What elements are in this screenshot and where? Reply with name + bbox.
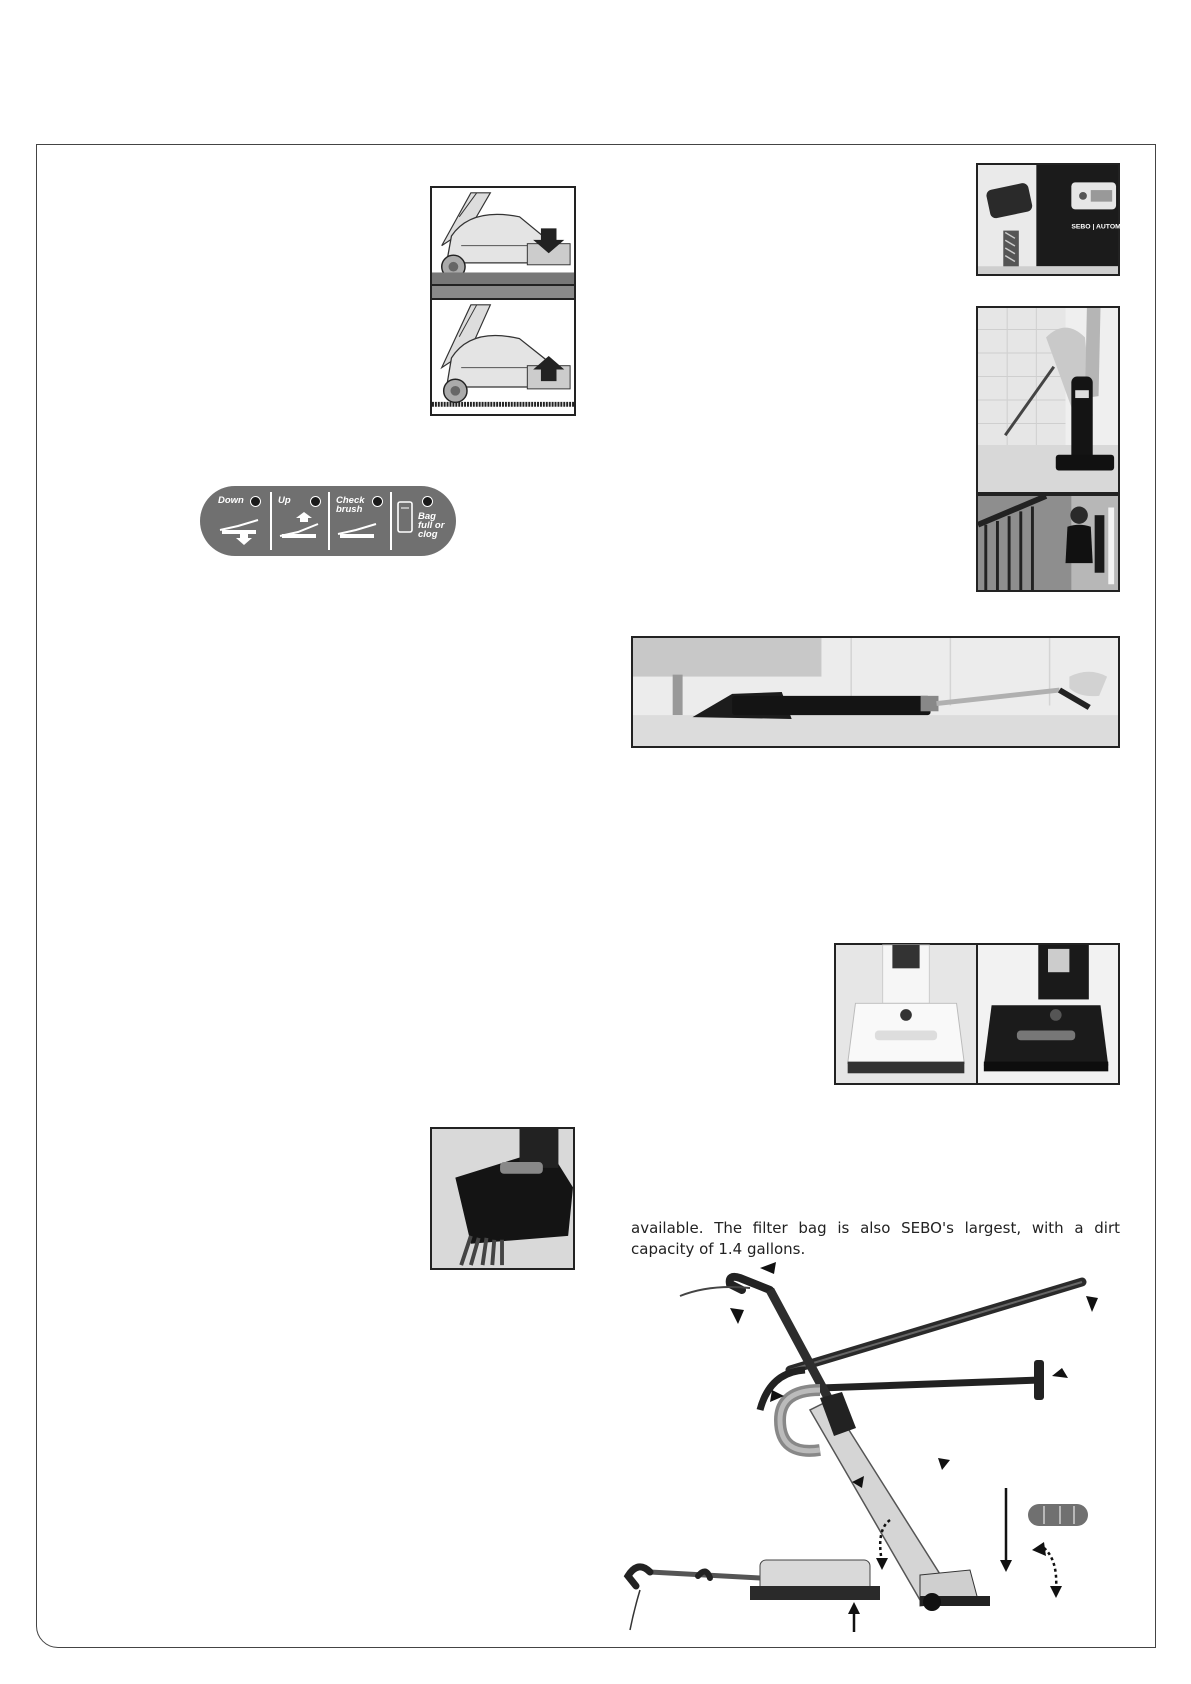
filter-bag-caption bbox=[631, 1219, 1120, 1260]
up-indicator-light bbox=[310, 496, 321, 507]
bag-indicator-light bbox=[422, 496, 433, 507]
stairs-photo bbox=[976, 494, 1120, 592]
panel-divider bbox=[390, 492, 392, 550]
panel-down-label: Down bbox=[218, 495, 244, 506]
caption-line-2: capacity of 1.4 gallons. bbox=[631, 1240, 806, 1258]
check-brush-icon bbox=[336, 522, 380, 542]
bag-icon bbox=[396, 500, 414, 534]
panel-bag-label: Bag full or clog bbox=[418, 511, 445, 540]
control-panel-graphic bbox=[200, 486, 456, 556]
automatic-panel-text: SEBO | AUTOMAT bbox=[1071, 223, 1130, 231]
arrow-marker bbox=[938, 1458, 950, 1470]
panel-up-section bbox=[274, 494, 326, 548]
pedal-up-illustration bbox=[430, 298, 576, 416]
panel-up-label: Up bbox=[278, 495, 291, 506]
panel-down-section bbox=[214, 494, 266, 548]
pedal-divider-strip bbox=[430, 286, 576, 298]
down-indicator-light bbox=[250, 496, 261, 507]
panel-divider bbox=[270, 492, 272, 550]
arrow-marker bbox=[760, 1262, 776, 1274]
brush-roller-photo bbox=[976, 163, 1130, 276]
vacuuming-room-photo bbox=[976, 306, 1120, 494]
pedal-down-illustration bbox=[430, 186, 576, 286]
panel-bag-section bbox=[394, 494, 450, 548]
panel-divider bbox=[328, 492, 330, 550]
white-model-photo bbox=[834, 943, 978, 1085]
panel-check-brush-label: Check brush bbox=[336, 495, 365, 515]
vacuum-features-diagram bbox=[620, 1260, 1120, 1636]
arrow-marker bbox=[1086, 1296, 1098, 1312]
black-model-photo bbox=[976, 943, 1120, 1085]
brush-up-icon bbox=[278, 512, 322, 542]
panel-check-brush-section bbox=[332, 494, 388, 548]
arrow-marker bbox=[1052, 1368, 1068, 1378]
rug-fringe-photo bbox=[430, 1127, 575, 1270]
brush-down-icon bbox=[218, 516, 262, 546]
under-furniture-photo bbox=[631, 636, 1120, 748]
arrow-marker bbox=[730, 1308, 744, 1324]
caption-line-1: available. The filter bag is also SEBO's largest, with a dirt bbox=[631, 1219, 1120, 1237]
check-brush-indicator-light bbox=[372, 496, 383, 507]
